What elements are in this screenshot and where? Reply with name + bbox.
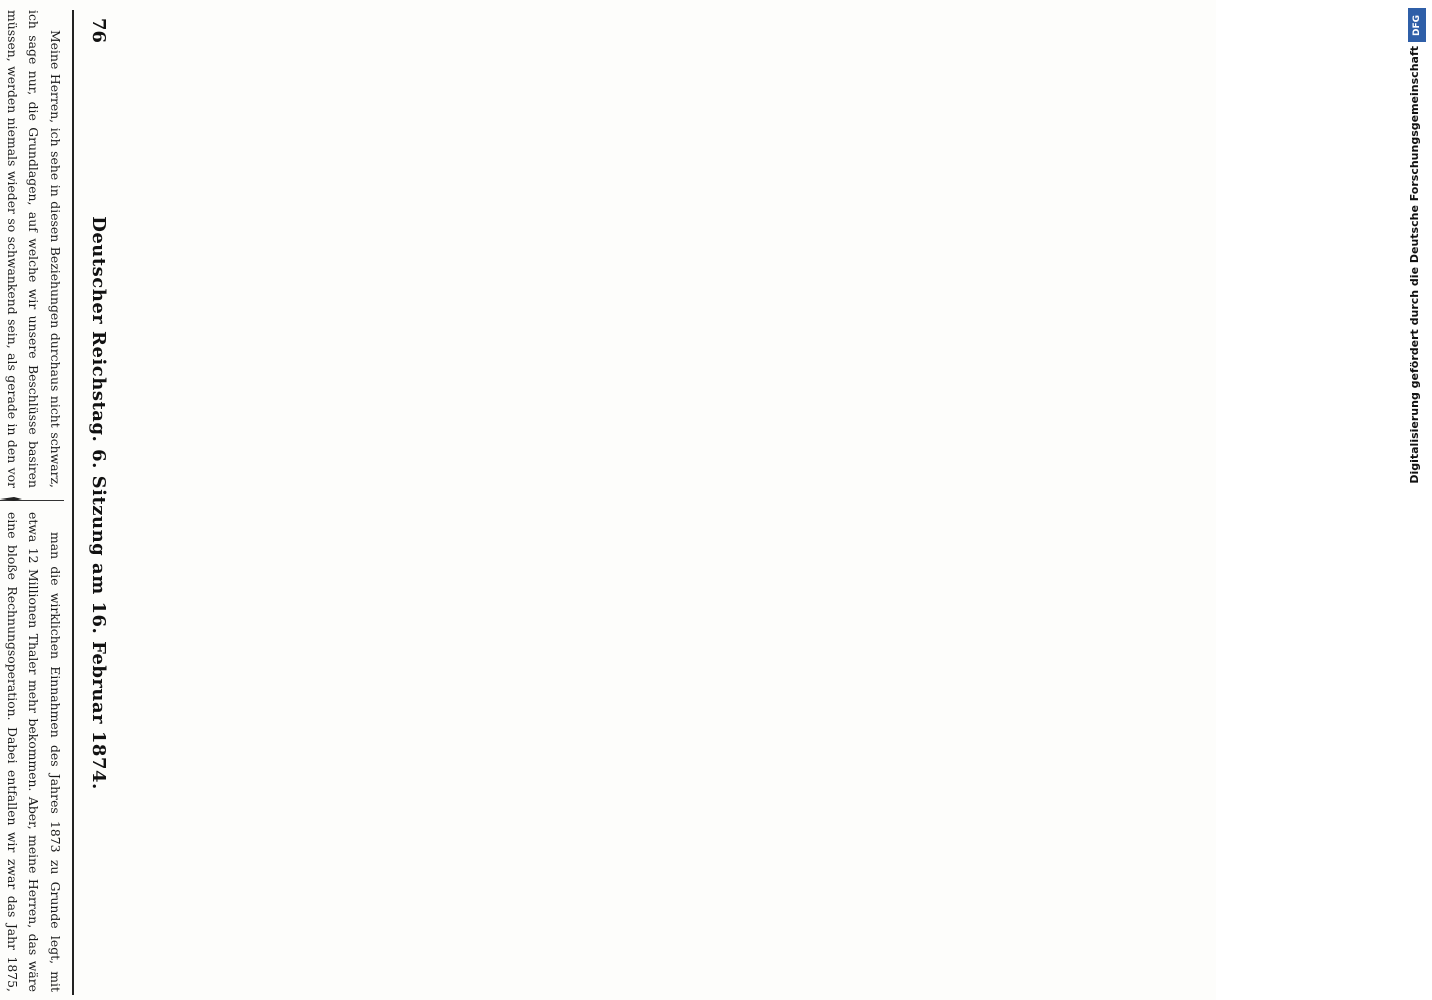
page-header — [79, 8, 115, 998]
left-column — [0, 10, 66, 488]
digitization-credit — [1402, 6, 1428, 994]
right-column — [0, 512, 66, 992]
binding-mark-icon — [0, 492, 22, 506]
paragraph: Meine Herren, ich sehe in diesen Beziehungen durchaus nicht schwarz, ich sage nur, die Grundlagen, auf welche wir unsere Beschlüsse basiren müssen, werden niemals wieder so schwankend sein, als gerade in den vor — [4, 10, 63, 488]
page-number: 76 — [88, 18, 109, 44]
running-title: Deutscher Reichstag. 6. Sitzung am 16. Februar 1874. — [88, 216, 109, 790]
dfg-logo: DFG — [1408, 8, 1426, 42]
credit-text: Digitalisierung gefördert durch die Deutsche Forschungsgemeinschaft — [1408, 46, 1421, 484]
header-rule — [72, 10, 74, 995]
paragraph: man die wirklichen Einnahmen des Jahres 1873 zu Grunde legt, mit etwa 12 Millionen Thaler mehr bekommen. Aber, meine Herren, das wäre eine bloße Rechnungsoperation. Dabei entfallen wir zwar das Jahr 1875, — [4, 512, 63, 992]
